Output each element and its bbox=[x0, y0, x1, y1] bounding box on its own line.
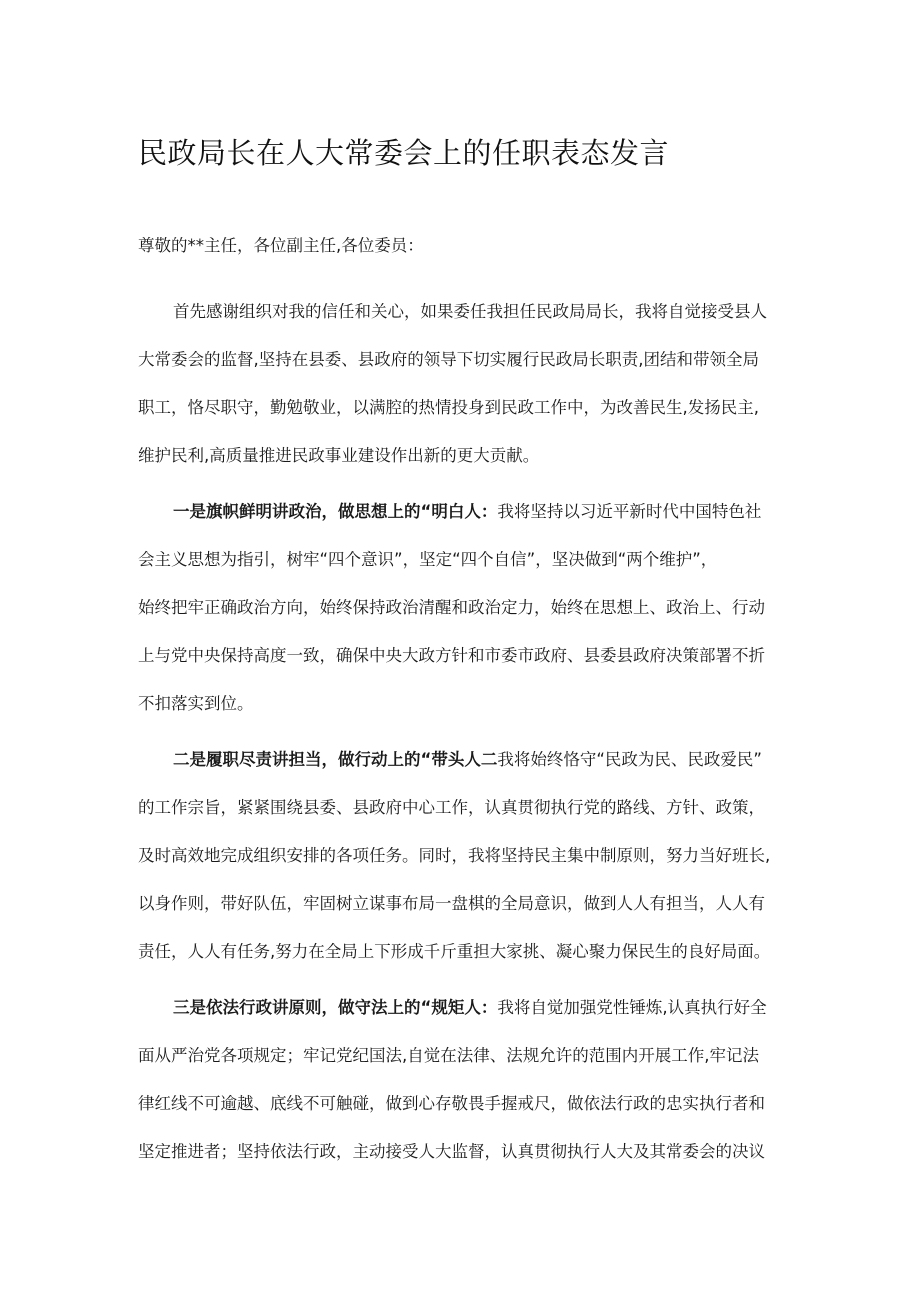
paragraph-line: 及时高效地完成组织安排的各项任务。同时，我将坚持民主集中制原则，努力当好班长, bbox=[138, 846, 771, 865]
paragraph-line: 会主义思想为指引，树牢“四个意识”，坚定“四个自信”，坚决做到“两个维护”， bbox=[138, 550, 718, 569]
paragraph-line: 大常委会的监督,坚持在县委、县政府的领导下切实履行民政局长职责,团结和带领全局 bbox=[138, 350, 759, 369]
paragraph-heading: 三是依法行政讲原则，做守法上的“规矩人： bbox=[173, 998, 498, 1017]
paragraph-line: 律红线不可逾越、底线不可触碰，做到心存敬畏手握戒尺，做依法行政的忠实执行者和 bbox=[138, 1094, 765, 1113]
paragraph-line: 职工，恪尽职守，勤勉敬业，以满腔的热情投身到民政工作中，为改善民生,发扬民主, bbox=[138, 398, 759, 417]
paragraph-line: 维护民利,高质量推进民政事业建设作出新的更大贡献。 bbox=[138, 446, 540, 465]
paragraph-line: 上与党中央保持高度一致，确保中央大政方针和市委市政府、县委县政府决策部署不折 bbox=[138, 646, 765, 665]
paragraph-line: 坚定推进者；坚持依法行政，主动接受人大监督，认真贯彻执行人大及其常委会的决议 bbox=[138, 1142, 765, 1161]
paragraph-law bbox=[138, 984, 798, 1176]
paragraph-first-line bbox=[138, 736, 798, 784]
paragraph-heading: 一是旗帜鲜明讲政治，做思想上的“明白人： bbox=[173, 502, 498, 521]
paragraph-line: 不扣落实到位。 bbox=[138, 694, 254, 713]
paragraph-politics bbox=[138, 488, 798, 728]
paragraph-line: 责任，人人有任务,努力在全局上下形成千斤重担大家挑、凝心聚力保民生的良好局面。 bbox=[138, 942, 771, 961]
paragraph-first-line bbox=[138, 488, 798, 536]
paragraph-line: 首先感谢组织对我的信任和关心，如果委任我担任民政局局长，我将自觉接受县人 bbox=[173, 302, 767, 321]
paragraph-heading: 二是履职尽责讲担当，做行动上的“带头人二 bbox=[173, 750, 498, 769]
paragraph-line: 面从严治党各项规定；牢记党纪国法,自觉在法律、法规允许的范围内开展工作,牢记法 bbox=[138, 1046, 759, 1065]
paragraph-line: 的工作宗旨，紧紧围绕县委、县政府中心工作，认真贯彻执行党的路线、方针、政策， bbox=[138, 798, 765, 817]
paragraph-intro bbox=[138, 288, 798, 480]
paragraph-line: 以身作则，带好队伍，牢固树立谋事布局一盘棋的全局意识，做到人人有担当，人人有 bbox=[138, 894, 765, 913]
paragraph-responsibility bbox=[138, 736, 798, 976]
paragraph-first-line bbox=[138, 984, 798, 1032]
salutation: 尊敬的**主任，各位副主任,各位委员： bbox=[138, 236, 424, 255]
paragraph-text: 我将始终恪守“民政为民、民政爱民” bbox=[497, 750, 762, 769]
document-title: 民政局长在人大常委会上的任职表态发言 bbox=[138, 136, 670, 170]
paragraph-line: 始终把牢正确政治方向，始终保持政治清醒和政治定力，始终在思想上、政治上、行动 bbox=[138, 598, 765, 617]
paragraph-text: 我将坚持以习近平新时代中国特色社 bbox=[497, 502, 762, 521]
paragraph-text: 我将自觉加强党性锤炼,认真执行好全 bbox=[497, 998, 767, 1017]
